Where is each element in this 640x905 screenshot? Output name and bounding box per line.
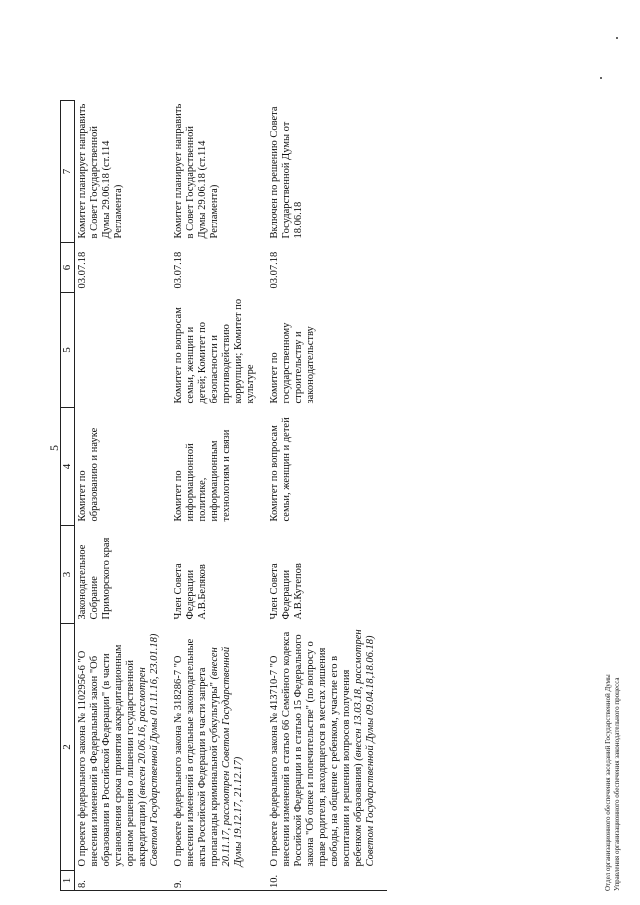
date: 03.07.18 <box>173 251 184 289</box>
column-header: 4 <box>61 408 75 526</box>
status: Комитет планирует направить в Совет Государственной Думы 29.06.18 (ст.114 Регламента) <box>173 103 220 239</box>
agenda-table <box>60 100 387 891</box>
scan-speck <box>600 77 602 79</box>
bill-note: (внесен 13.03.18, рассмотрен Советом Государственной Думы 09.04.18,18.06.18) <box>353 629 376 867</box>
bill-title: О проекте федерального закона № 318286-7 "О внесении изменений в отдельные законодательные акты Российской Федерации в части запрета пропаганды криминальной субкультуры" <box>173 638 220 867</box>
footer <box>604 674 622 891</box>
table-row <box>75 101 172 891</box>
column-header: 2 <box>61 624 75 871</box>
initiator: Член Совета Федерации А.В.Беляков <box>173 563 208 620</box>
scan-speck <box>616 37 618 39</box>
responsible-committee: Комитет по информационной политике, информационным технологиям и связи <box>173 429 232 522</box>
row-number: 9. <box>171 871 267 891</box>
bill-title: О проекте федерального закона № 413710-7 "О внесении изменений в статью 66 Семейного кодекса Российской Федерации и в статью 15 Федерального закона "Об опеке и попечительстве" (по вопросу о праве родителя, находящегося в местах лишения свободы, на общение с ребенком, участие его в воспитании и решении вопросов получения ребенком образования) <box>269 631 364 867</box>
bill-note: (внесен 20.06.16, рассмотрен Советом Государственной Думы 01.11.16, 23.01.18) <box>137 633 160 867</box>
footer-line: Управления организационного обеспечения законодательного процесса <box>613 677 621 891</box>
column-header: 6 <box>61 243 75 293</box>
bill-description <box>171 624 267 871</box>
table-row <box>267 101 387 891</box>
row-number: 8. <box>75 871 172 891</box>
table-row <box>171 101 267 891</box>
responsible-committee: Комитет по образованию и науке <box>77 427 100 522</box>
column-header: 7 <box>61 101 75 243</box>
bill-description <box>75 624 172 871</box>
date: 03.07.18 <box>269 251 280 289</box>
column-header: 1 <box>61 871 75 891</box>
bill-note: (внесен 20.11.17, рассмотрен Советом Государственной Думы 19.12.17, 21.12.17) <box>209 646 244 867</box>
responsible-committee: Комитет по вопросам семьи, женщин и детей <box>269 417 292 522</box>
co-executors <box>75 293 172 408</box>
page-number: 5 <box>47 445 61 451</box>
co-executors: Комитет по вопросам семьи, женщин и детей; Комитет по безопасности и противодействию коррупции; Комитет по культуре <box>173 298 256 404</box>
column-header: 3 <box>61 526 75 624</box>
footer-line: Отдел организационного обеспечения заседаний Государственной Думы <box>604 674 612 891</box>
table-header-row <box>61 101 75 891</box>
date: 03.07.18 <box>77 251 88 289</box>
initiator: Законодательное Собрание Приморского края <box>77 537 112 620</box>
status: Включен по решению Совета Государственной Думы от 18.06.18 <box>269 106 304 239</box>
bill-title: О проекте федерального закона № 1102956-6 "О внесении изменений в Федеральный закон "Об образовании в Российской Федерации" (в части установления срока принятия аккредитационным органом решения о лишении государственной аккредитации) <box>77 644 148 867</box>
co-executors: Комитет по государственному строительству и законодательству <box>269 322 316 404</box>
status: Комитет планирует направить в Совет Государственной Думы 29.06.18 (ст.114 Регламента) <box>77 103 124 239</box>
row-number: 10. <box>267 871 387 891</box>
bill-description <box>267 624 387 871</box>
column-header: 5 <box>61 293 75 408</box>
initiator: Член Совета Федерации А.В.Кутепов <box>269 563 304 620</box>
